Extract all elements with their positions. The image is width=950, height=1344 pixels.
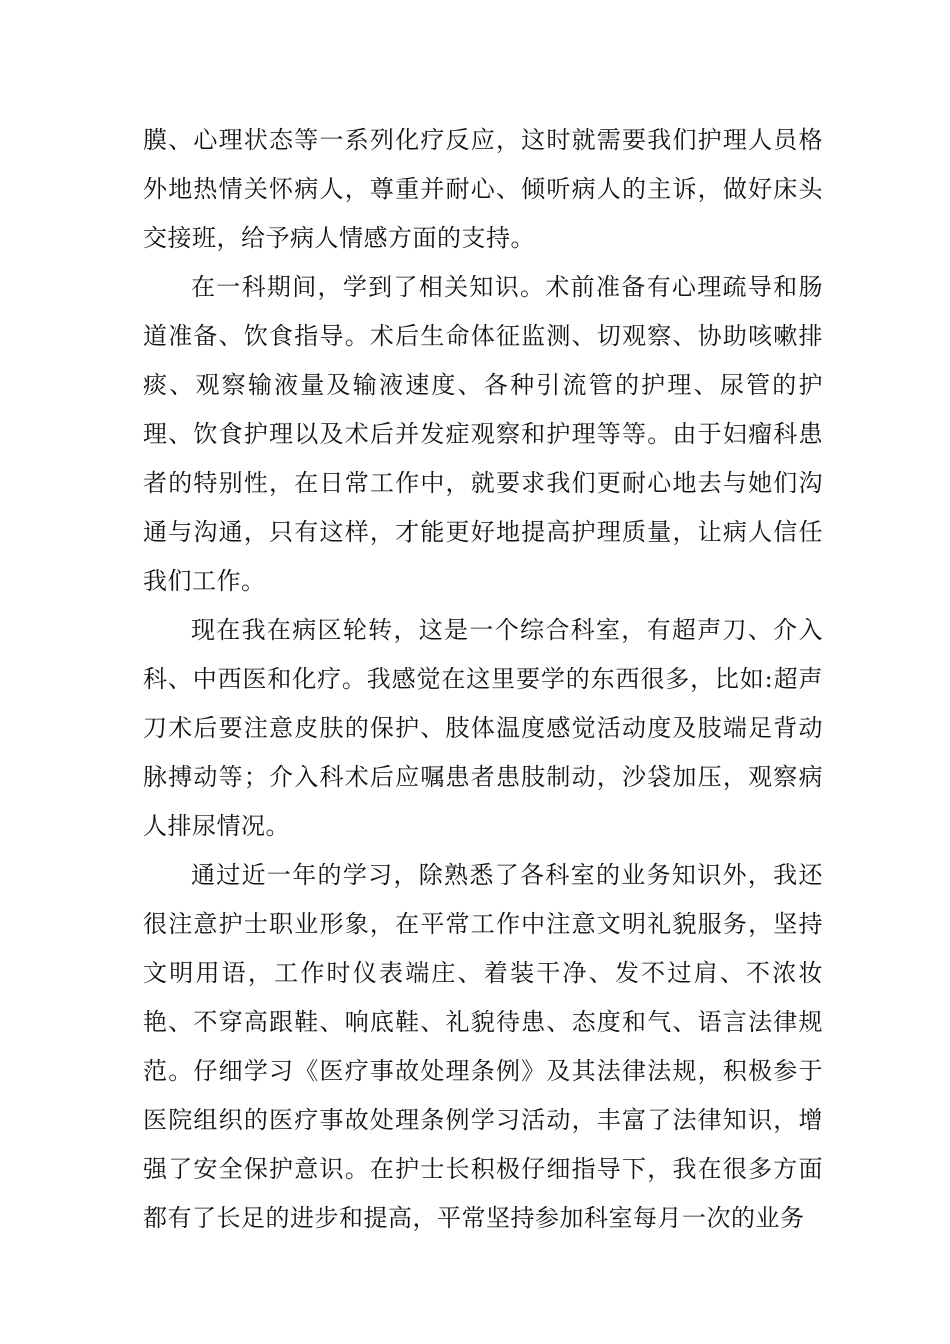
paragraph-4: 通过近一年的学习，除熟悉了各科室的业务知识外，我还很注意护士职业形象，在平常工作中注意文明礼貌服务，坚持文明用语，工作时仪表端庄、着装干净、发不过肩、不浓妆艳、不穿高跟鞋、响底鞋、礼貌待患、态度和气、语言法律规范。仔细学习《医疗事故处理条例》及其法律法规，积极参于医院组织的医疗事故处理条例学习活动，丰富了法律知识，增强了安全保护意识。在护士长积极仔细指导下，我在很多方面都有了长足的进步和提高，平常坚持参加科室每月一次的业务 xyxy=(143,861,823,1232)
document-body xyxy=(143,116,823,1243)
paragraph-1: 膜、心理状态等一系列化疗反应，这时就需要我们护理人员格外地热情关怀病人，尊重并耐心、倾听病人的主诉，做好床头交接班，给予病人情感方面的支持。 xyxy=(143,126,823,252)
paragraph-3: 现在我在病区轮转，这是一个综合科室，有超声刀、介入科、中西医和化疗。我感觉在这里要学的东西很多，比如:超声刀术后要注意皮肤的保护、肢体温度感觉活动度及肢端足背动脉搏动等；介入科术后应嘱患者患肢制动，沙袋加压，观察病人排尿情况。 xyxy=(143,616,823,840)
paragraph-2: 在一科期间，学到了相关知识。术前准备有心理疏导和肠道准备、饮食指导。术后生命体征监测、切观察、协助咳嗽排痰、观察输液量及输液速度、各种引流管的护理、尿管的护理、饮食护理以及术后并发症观察和护理等等。由于妇瘤科患者的特别性，在日常工作中，就要求我们更耐心地去与她们沟通与沟通，只有这样，才能更好地提高护理质量，让病人信任我们工作。 xyxy=(143,273,823,595)
